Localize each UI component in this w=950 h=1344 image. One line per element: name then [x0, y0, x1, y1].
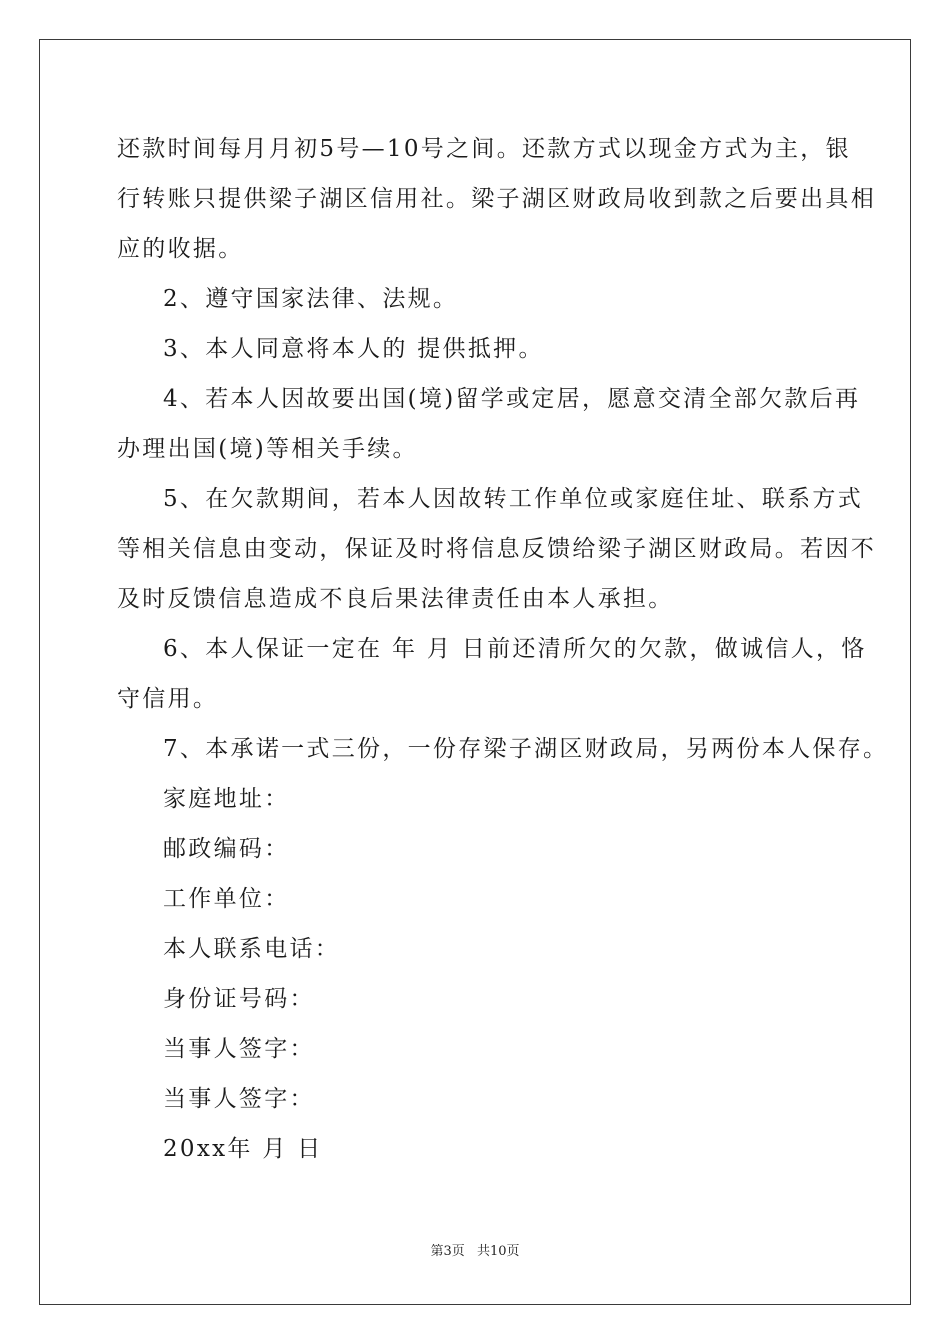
text-line: 当事人签字： — [163, 1086, 315, 1112]
text-line: 行转账只提供梁子湖区信用社。梁子湖区财政局收到款之后要出具相 — [117, 186, 876, 212]
text-line: 家庭地址： — [163, 786, 290, 812]
page-footer — [0, 1240, 950, 1259]
text-line: 4、若本人因故要出国(境)留学或定居，愿意交清全部欠款后再 — [163, 386, 861, 412]
text-line: 身份证号码： — [163, 986, 315, 1012]
text-line: 20xx年 月 日 — [163, 1136, 323, 1162]
text-line: 当事人签字： — [163, 1036, 315, 1062]
text-line: 守信用。 — [117, 686, 219, 712]
text-line: 2、遵守国家法律、法规。 — [163, 286, 459, 312]
page-border — [39, 39, 911, 1305]
text-line: 邮政编码： — [163, 836, 290, 862]
text-line: 还款时间每月月初5号—10号之间。还款方式以现金方式为主，银 — [117, 136, 851, 162]
text-line: 3、本人同意将本人的 提供抵押。 — [163, 336, 544, 362]
text-line: 及时反馈信息造成不良后果法律责任由本人承担。 — [117, 586, 674, 612]
text-line: 办理出国(境)等相关手续。 — [117, 436, 418, 462]
total-pages: 共10页 — [476, 1244, 520, 1259]
text-line: 5、在欠款期间，若本人因故转工作单位或家庭住址、联系方式 — [163, 486, 864, 512]
text-line: 本人联系电话： — [163, 936, 341, 962]
text-line: 等相关信息由变动，保证及时将信息反馈给梁子湖区财政局。若因不 — [117, 536, 876, 562]
text-line: 6、本人保证一定在 年 月 日前还清所欠的欠款，做诚信人，恪 — [163, 636, 867, 662]
text-line: 工作单位： — [163, 886, 290, 912]
text-line: 应的收据。 — [117, 236, 244, 262]
text-line: 7、本承诺一式三份，一份存梁子湖区财政局，另两份本人保存。 — [163, 736, 889, 762]
page-number: 第3页 — [430, 1244, 465, 1259]
